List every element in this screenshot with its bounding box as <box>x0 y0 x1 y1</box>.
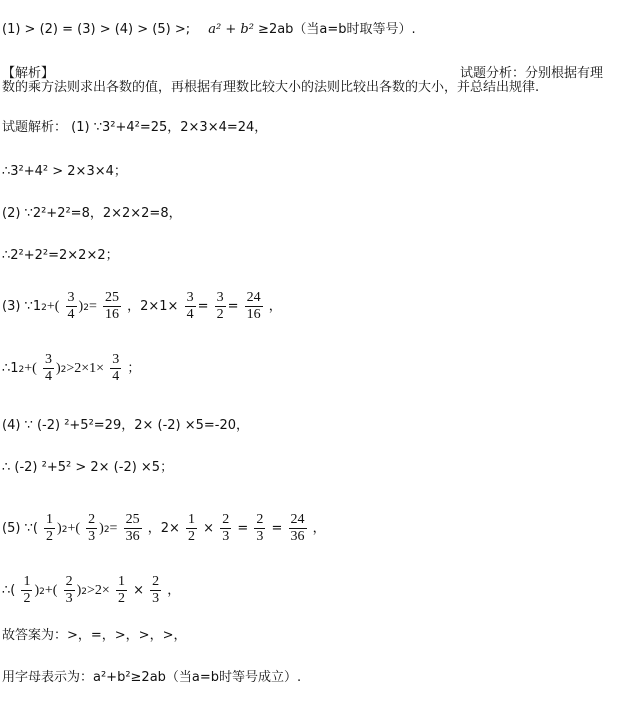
step5b: ∴( $\frac{1}{2}$ )2+( $\frac{2}{3}$ )2>2× $\frac{1}{2}$ × $\frac{2}{3}$ ， <box>2 574 181 606</box>
step5b-label: ∴( <box>2 583 16 598</box>
analysis-cont: 数的乘方法则求出各数的值，再根据有理数比较大小的法则比较出各数的大小，并总结出规律. <box>2 80 540 95</box>
answer-suffix: ≥2ab（当a=b时取等号）. <box>258 22 416 37</box>
step3b-tail: ； <box>127 361 141 376</box>
step3b: ∴12+( $\frac{3}{4}$ )2>2×1× $\frac{3}{4}$ ； <box>2 352 141 384</box>
step4a: (4) ∵ (-2) ²+5²=29，2× (-2) ×5=-20， <box>2 418 250 433</box>
step1b: ∴3²+4² > 2×3×4； <box>2 164 127 179</box>
fraction: $\frac{3}{4}$ <box>112 352 120 384</box>
fraction: $\frac{2}{3}$ <box>152 574 160 606</box>
step3b-label: ∴1 <box>2 361 19 376</box>
fraction: $\frac{1}{2}$ <box>188 512 196 544</box>
fraction: $\frac{3}{4}$ <box>186 290 194 322</box>
fraction: $\frac{25}{16}$ <box>104 290 119 322</box>
analysis-right: 试题分析：分别根据有理 <box>460 66 604 81</box>
fraction: $\frac{1}{2}$ <box>117 574 125 606</box>
fraction: $\frac{1}{2}$ <box>23 574 31 606</box>
fraction: $\frac{2}{3}$ <box>88 512 96 544</box>
step5-label: (5) ∵( <box>2 521 38 536</box>
formula-a2b2: a² + b² <box>208 22 254 37</box>
fraction: $\frac{2}{3}$ <box>65 574 73 606</box>
step1a: (1) ∵3²+4²=25，2×3×4=24， <box>71 120 268 135</box>
final-answer: 故答案为：>，=，>，>，>， <box>2 628 187 643</box>
step2a: (2) ∵2²+2²=8，2×2×2=8， <box>2 206 182 221</box>
answer-prefix: (1) > (2) = (3) > (4) > (5) >; <box>2 22 191 37</box>
step5a: (5) ∵( $\frac{1}{2}$ )2+( $\frac{2}{3}$ )2= $\frac{25}{36}$ ，2× $\frac{1}{2}$ × $\frac{2}{3}$ = $\frac{2}{3}$ = $\frac{24}{36}$ ， <box>2 512 326 544</box>
step2b: ∴2²+2²=2×2×2； <box>2 248 119 263</box>
step3-mid: ，2×1× <box>127 299 179 314</box>
fraction: $\frac{24}{16}$ <box>246 290 261 322</box>
fraction: $\frac{24}{36}$ <box>290 512 305 544</box>
step4b: ∴ (-2) ²+5² > 2× (-2) ×5； <box>2 460 174 475</box>
fraction: $\frac{1}{2}$ <box>46 512 54 544</box>
solution-title: 试题解析： <box>2 120 68 135</box>
letter-expression: 用字母表示为：a²+b²≥2ab（当a=b时等号成立）. <box>2 670 302 685</box>
fraction: $\frac{2}{3}$ <box>256 512 264 544</box>
step3a: (3) ∵12+( $\frac{3}{4}$ )2= $\frac{25}{16}$ ，2×1× $\frac{3}{4}$ = $\frac{3}{2}$ = $\frac{24}{16}$ ， <box>2 290 282 322</box>
step3-label: (3) ∵1 <box>2 299 42 314</box>
answer-line <box>2 22 416 38</box>
fraction: $\frac{3}{4}$ <box>67 290 75 322</box>
fraction: $\frac{3}{4}$ <box>44 352 52 384</box>
fraction: $\frac{25}{36}$ <box>125 512 140 544</box>
analysis-tag: 【解析】 <box>2 66 55 81</box>
solution-line-1 <box>2 120 267 136</box>
fraction: $\frac{2}{3}$ <box>222 512 230 544</box>
fraction: $\frac{3}{2}$ <box>216 290 224 322</box>
